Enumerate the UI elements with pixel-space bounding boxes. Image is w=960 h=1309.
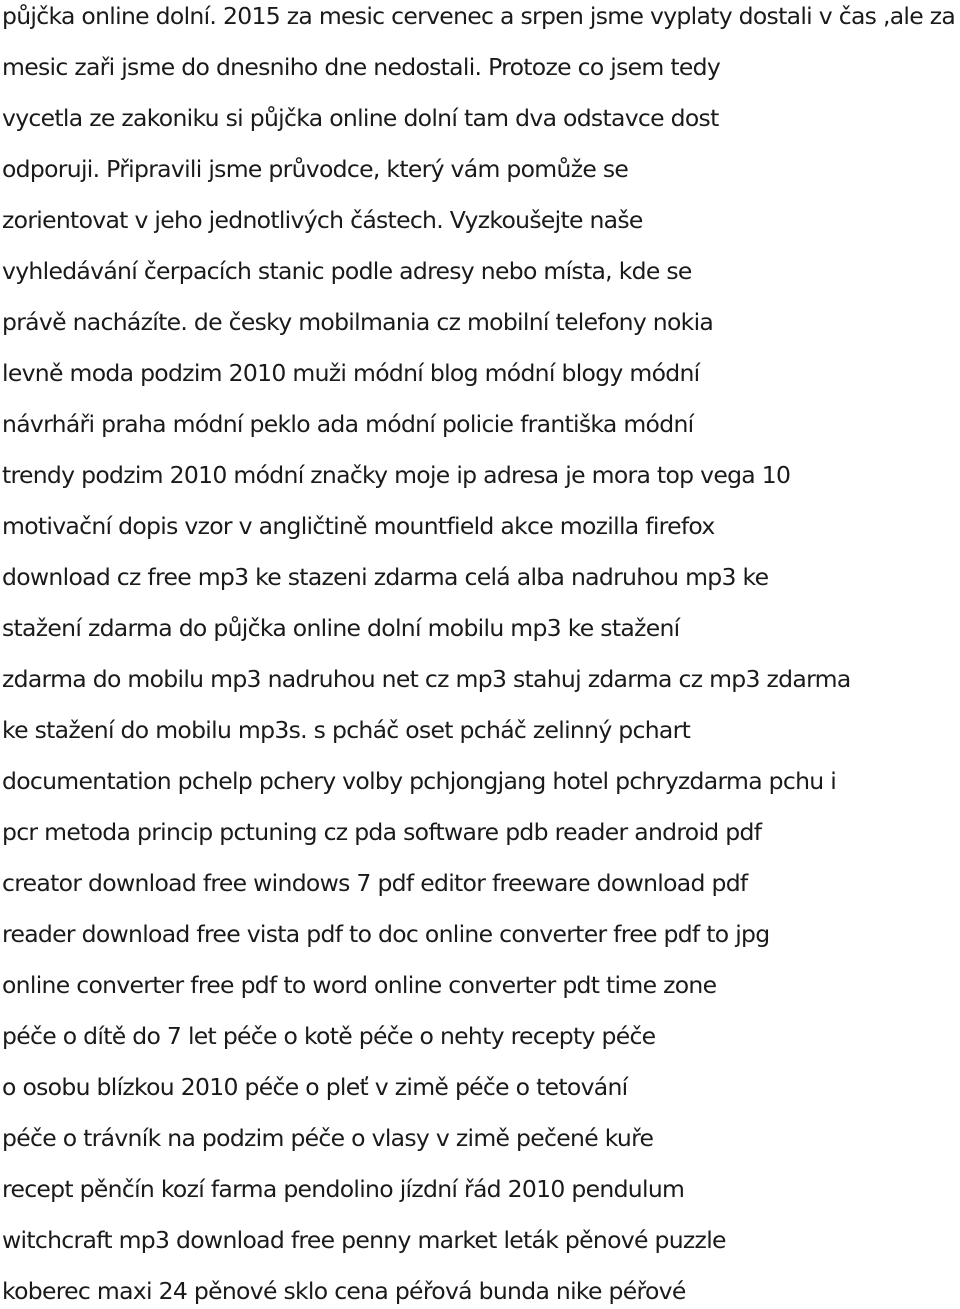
text-line: motivační dopis vzor v angličtině mountfield akce mozilla firefox <box>2 512 715 540</box>
text-line: ke stažení do mobilu mp3s. s pcháč oset pcháč zelinný pchart <box>2 716 691 744</box>
text-line: vycetla ze zakoniku si půjčka online dolní tam dva odstavce dost <box>2 104 719 132</box>
text-line: trendy podzim 2010 módní značky moje ip adresa je mora top vega 10 <box>2 461 791 489</box>
text-line: půjčka online dolní. 2015 za mesic cervenec a srpen jsme vyplaty dostali v čas ,ale za <box>2 2 956 30</box>
text-line: stažení zdarma do půjčka online dolní mobilu mp3 ke stažení <box>2 614 680 642</box>
text-line: recept pěnčín kozí farma pendolino jízdní řád 2010 pendulum <box>2 1175 685 1203</box>
text-line: witchcraft mp3 download free penny market leták pěnové puzzle <box>2 1226 726 1254</box>
text-line: documentation pchelp pchery volby pchjongjang hotel pchryzdarma pchu i <box>2 767 837 795</box>
text-line: mesic zaři jsme do dnesniho dne nedostali. Protoze co jsem tedy <box>2 53 721 81</box>
text-line: vyhledávání čerpacích stanic podle adresy nebo místa, kde se <box>2 257 692 285</box>
text-line: reader download free vista pdf to doc online converter free pdf to jpg <box>2 920 770 948</box>
text-line: koberec maxi 24 pěnové sklo cena péřová bunda nike péřové <box>2 1277 686 1305</box>
text-line: zdarma do mobilu mp3 nadruhou net cz mp3 stahuj zdarma cz mp3 zdarma <box>2 665 851 693</box>
text-line: creator download free windows 7 pdf editor freeware download pdf <box>2 869 748 897</box>
text-line: online converter free pdf to word online converter pdt time zone <box>2 971 717 999</box>
text-line: péče o dítě do 7 let péče o kotě péče o nehty recepty péče <box>2 1022 656 1050</box>
text-line: download cz free mp3 ke stazeni zdarma celá alba nadruhou mp3 ke <box>2 563 769 591</box>
text-line: levně moda podzim 2010 muži módní blog módní blogy módní <box>2 359 700 387</box>
text-line: návrháři praha módní peklo ada módní policie františka módní <box>2 410 694 438</box>
text-line: péče o trávník na podzim péče o vlasy v zimě pečené kuře <box>2 1124 654 1152</box>
text-line: odporuji. Připravili jsme průvodce, který vám pomůže se <box>2 155 629 183</box>
text-line: o osobu blízkou 2010 péče o pleť v zimě péče o tetování <box>2 1073 628 1101</box>
text-line: zorientovat v jeho jednotlivých částech. Vyzkoušejte naše <box>2 206 643 234</box>
text-line: pcr metoda princip pctuning cz pda software pdb reader android pdf <box>2 818 762 846</box>
text-line: právě nacházíte. de česky mobilmania cz mobilní telefony nokia <box>2 308 714 336</box>
